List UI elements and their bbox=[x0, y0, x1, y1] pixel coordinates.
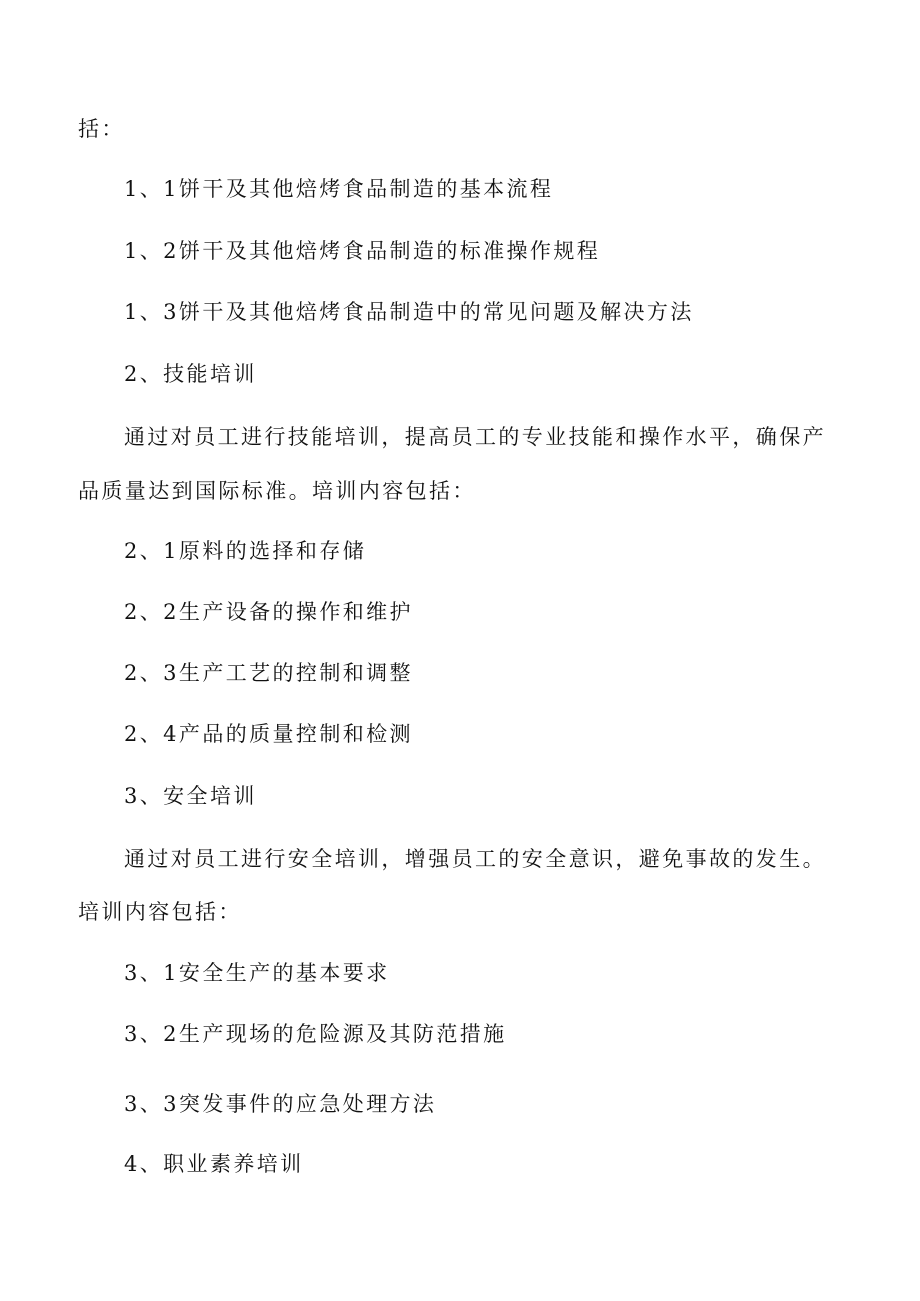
list-item: 2、2生产设备的操作和维护 bbox=[124, 600, 413, 624]
paragraph-line: 通过对员工进行安全培训，增强员工的安全意识，避免事故的发生。 bbox=[124, 847, 826, 871]
list-item: 3、3突发事件的应急处理方法 bbox=[124, 1092, 437, 1116]
list-item: 1、3饼干及其他焙烤食品制造中的常见问题及解决方法 bbox=[124, 300, 694, 324]
list-item: 1、2饼干及其他焙烤食品制造的标准操作规程 bbox=[124, 239, 601, 263]
list-item: 3、1安全生产的基本要求 bbox=[124, 961, 390, 985]
section-heading: 2、技能培训 bbox=[124, 362, 257, 386]
section-heading: 4、职业素养培训 bbox=[124, 1152, 304, 1176]
paragraph-line: 通过对员工进行技能培训，提高员工的专业技能和操作水平，确保产 bbox=[124, 425, 826, 449]
list-item: 1、1饼干及其他焙烤食品制造的基本流程 bbox=[124, 177, 554, 201]
paragraph-continuation: 括： bbox=[78, 117, 125, 141]
list-item: 2、3生产工艺的控制和调整 bbox=[124, 661, 413, 685]
paragraph-line: 培训内容包括： bbox=[78, 900, 242, 924]
paragraph-line: 品质量达到国际标准。培训内容包括： bbox=[78, 479, 476, 503]
list-item: 3、2生产现场的危险源及其防范措施 bbox=[124, 1022, 507, 1046]
list-item: 2、4产品的质量控制和检测 bbox=[124, 722, 413, 746]
section-heading: 3、安全培训 bbox=[124, 784, 257, 808]
list-item: 2、1原料的选择和存储 bbox=[124, 539, 367, 563]
